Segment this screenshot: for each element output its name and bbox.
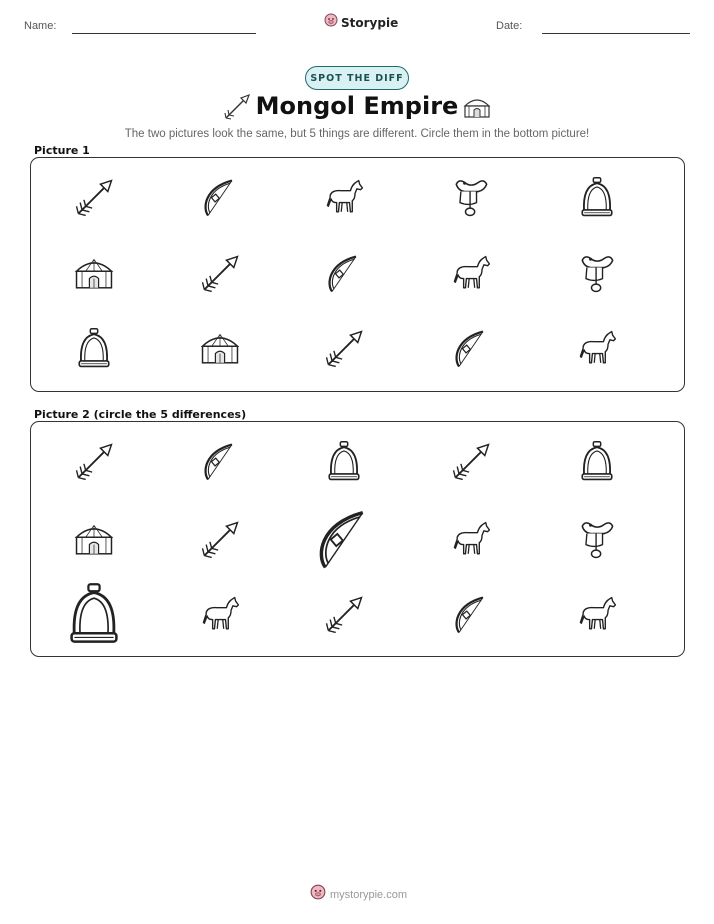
- name-label: Name:: [24, 20, 57, 32]
- bow-icon[interactable]: [197, 439, 243, 485]
- yurt-icon[interactable]: [71, 517, 117, 563]
- spot-the-diff-badge: SPOT THE DIFF: [305, 66, 409, 90]
- arrow-icon[interactable]: [197, 517, 243, 563]
- date-line[interactable]: [542, 33, 690, 34]
- bow-icon[interactable]: [321, 251, 367, 297]
- horse-icon[interactable]: [574, 326, 620, 372]
- instructions: The two pictures look the same, but 5 things are different. Circle them in the bottom picture!: [124, 128, 590, 140]
- saddle-icon[interactable]: [574, 517, 620, 563]
- arrow-icon[interactable]: [448, 439, 494, 485]
- brand-name: Storypie: [341, 15, 399, 30]
- bow-icon[interactable]: [448, 592, 494, 638]
- saddle-icon[interactable]: [574, 251, 620, 297]
- yurt-icon: [462, 94, 492, 125]
- arrow-icon[interactable]: [197, 251, 243, 297]
- brand-logo: [324, 13, 398, 32]
- bow-icon[interactable]: [308, 504, 380, 576]
- arrow-icon[interactable]: [321, 592, 367, 638]
- date-label: Date:: [496, 20, 523, 32]
- bow-icon[interactable]: [197, 175, 243, 221]
- stirrup-icon[interactable]: [574, 175, 620, 221]
- yurt-icon[interactable]: [197, 326, 243, 372]
- picture-2-label: Picture 2 (circle the 5 differences): [34, 408, 247, 421]
- picture-2-panel[interactable]: [30, 421, 685, 657]
- footer-url[interactable]: mystorypie.com: [330, 888, 408, 901]
- saddle-icon[interactable]: [448, 175, 494, 221]
- horse-icon[interactable]: [448, 251, 494, 297]
- bow-icon[interactable]: [448, 326, 494, 372]
- page-title: Mongol Empire: [255, 92, 459, 120]
- yurt-icon[interactable]: [71, 251, 117, 297]
- horse-icon[interactable]: [574, 592, 620, 638]
- pig-mascot-icon: [324, 13, 338, 32]
- picture-1-label: Picture 1: [34, 144, 90, 157]
- horse-icon[interactable]: [448, 517, 494, 563]
- arrow-icon[interactable]: [71, 439, 117, 485]
- arrow-icon[interactable]: [71, 175, 117, 221]
- pig-mascot-icon: [310, 884, 326, 905]
- stirrup-icon[interactable]: [71, 326, 117, 372]
- name-line[interactable]: [72, 33, 256, 34]
- stirrup-icon[interactable]: [574, 439, 620, 485]
- horse-icon[interactable]: [197, 592, 243, 638]
- horse-icon[interactable]: [321, 175, 367, 221]
- footer: [310, 884, 407, 905]
- stirrup-icon[interactable]: [321, 439, 367, 485]
- picture-1-panel[interactable]: [30, 157, 685, 392]
- arrow-icon[interactable]: [321, 326, 367, 372]
- stirrup-icon[interactable]: [59, 580, 129, 650]
